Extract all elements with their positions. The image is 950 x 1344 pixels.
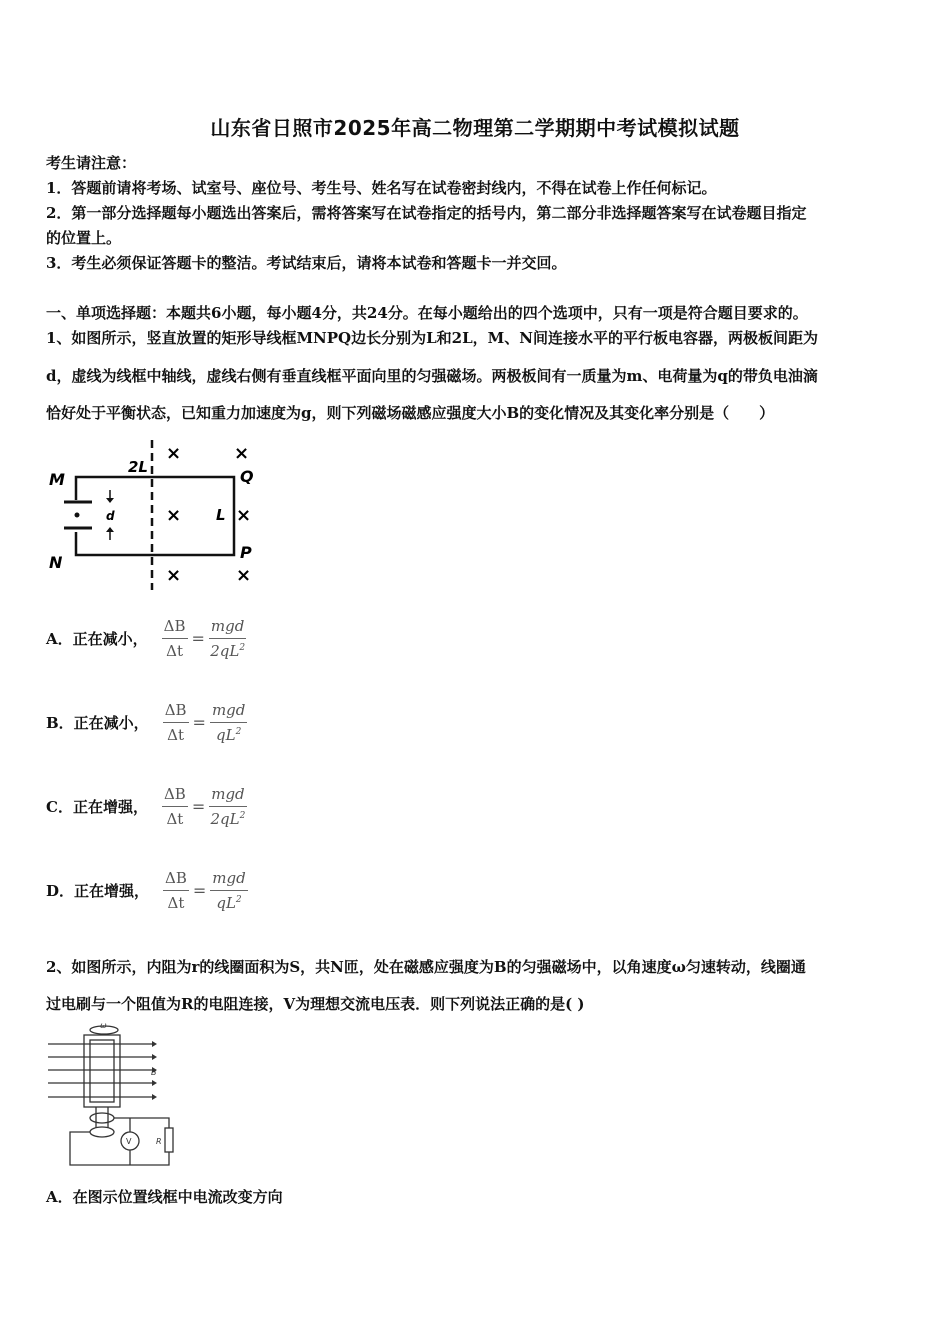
cross-mark: × [236,565,252,586]
formula-lhs-den: Δt [167,726,185,744]
formula-lhs-num: ΔB [163,869,189,891]
formula-rhs-den: 2qL [210,810,240,828]
formula-rhs-den: qL [216,894,236,912]
label-R: R [156,1137,162,1146]
notice-item-3: 3．考生必须保证答题卡的整洁。考试结束后，请将本试卷和答题卡一并交回。 [46,254,567,272]
formula-rhs-num: mgd [210,701,247,723]
label-P: P [240,543,252,562]
cross-mark: × [234,443,250,464]
label-omega: ω [100,1021,107,1030]
option-a-formula [162,617,247,660]
formula-exponent: 2 [239,811,246,821]
option-c-formula [162,785,247,828]
cross-mark: × [166,505,182,526]
question-2-line-1: 2、如图所示，内阻为r的线圈面积为S，共N匝，处在磁感应强度为B的匀强磁场中，以角速度ω匀速转动，线圈通 [46,958,806,976]
option-c[interactable] [46,785,247,828]
label-2L: 2L [128,458,148,476]
label-Q: Q [240,467,254,486]
question-2-option-a[interactable]: A．在图示位置线框中电流改变方向 [46,1188,283,1206]
formula-equals: = [191,629,205,648]
question-1-line-3: 恰好处于平衡状态，已知重力加速度为g，则下列磁场磁感应强度大小B的变化情况及其变化率分别是（ ） [46,404,775,422]
question-2-line-2: 过电刷与一个阻值为R的电阻连接，V为理想交流电压表．则下列说法正确的是( ) [46,995,585,1013]
option-b[interactable] [46,701,247,744]
section-heading: 一、单项选择题：本题共6小题，每小题4分，共24分。在每小题给出的四个选项中，只有一项是符合题目要求的。 [46,304,808,322]
formula-rhs-num: mgd [209,617,246,639]
formula-rhs-den: qL [216,726,236,744]
label-N: N [49,553,63,572]
notice-item-2-cont: 的位置上。 [46,229,122,247]
formula-exponent: 2 [235,727,242,737]
formula-rhs-num: mgd [210,869,247,891]
cross-mark: × [236,505,252,526]
formula-rhs-num: mgd [209,785,246,807]
formula-exponent: 2 [235,895,242,905]
formula-rhs-den: 2qL [210,642,240,660]
formula-lhs-num: ΔB [162,617,188,639]
option-d-formula [163,869,248,912]
label-d: d [106,509,115,523]
page-title: 山东省日照市2025年高二物理第二学期期中考试模拟试题 [210,116,740,140]
question-2-generator-figure [44,1020,194,1170]
option-a-label: A．正在减小， [46,630,148,648]
formula-exponent: 2 [239,643,246,653]
option-b-label: B．正在减小， [46,714,149,732]
question-1-line-1: 1、如图所示，竖直放置的矩形导线框MNPQ边长分别为L和2L，M、N间连接水平的平行板电容器，两极板间距为 [46,329,818,347]
label-M: M [49,470,65,489]
label-V: V [126,1137,132,1146]
formula-equals: = [192,881,207,900]
formula-lhs-num: ΔB [163,701,189,723]
option-b-formula [163,701,248,744]
formula-equals: = [191,797,206,816]
question-1-circuit-figure [44,440,274,590]
option-d[interactable] [46,869,248,912]
formula-lhs-den: Δt [166,810,184,828]
cross-mark: × [166,565,182,586]
label-B: B [151,1068,157,1077]
question-1-line-2: d，虚线为线框中轴线，虚线右侧有垂直线框平面向里的匀强磁场。两极板间有一质量为m、电荷量为q的带负电油滴 [46,367,818,385]
cross-mark: × [166,443,182,464]
label-L: L [216,506,226,524]
formula-lhs-num: ΔB [162,785,188,807]
formula-equals: = [192,713,206,732]
option-d-label: D．正在增强， [46,882,150,900]
formula-lhs-den: Δt [166,642,183,660]
formula-lhs-den: Δt [167,894,185,912]
notice-item-2: 2．第一部分选择题每小题选出答案后，需将答案写在试卷指定的括号内，第二部分非选择题答案写在试卷题目指定 [46,204,807,222]
notice-item-1: 1．答题前请将考场、试室号、座位号、考生号、姓名写在试卷密封线内，不得在试卷上作任何标记。 [46,179,717,197]
option-c-label: C．正在增强， [46,798,148,816]
notice-heading: 考生请注意： [46,154,137,172]
option-a[interactable] [46,617,246,660]
